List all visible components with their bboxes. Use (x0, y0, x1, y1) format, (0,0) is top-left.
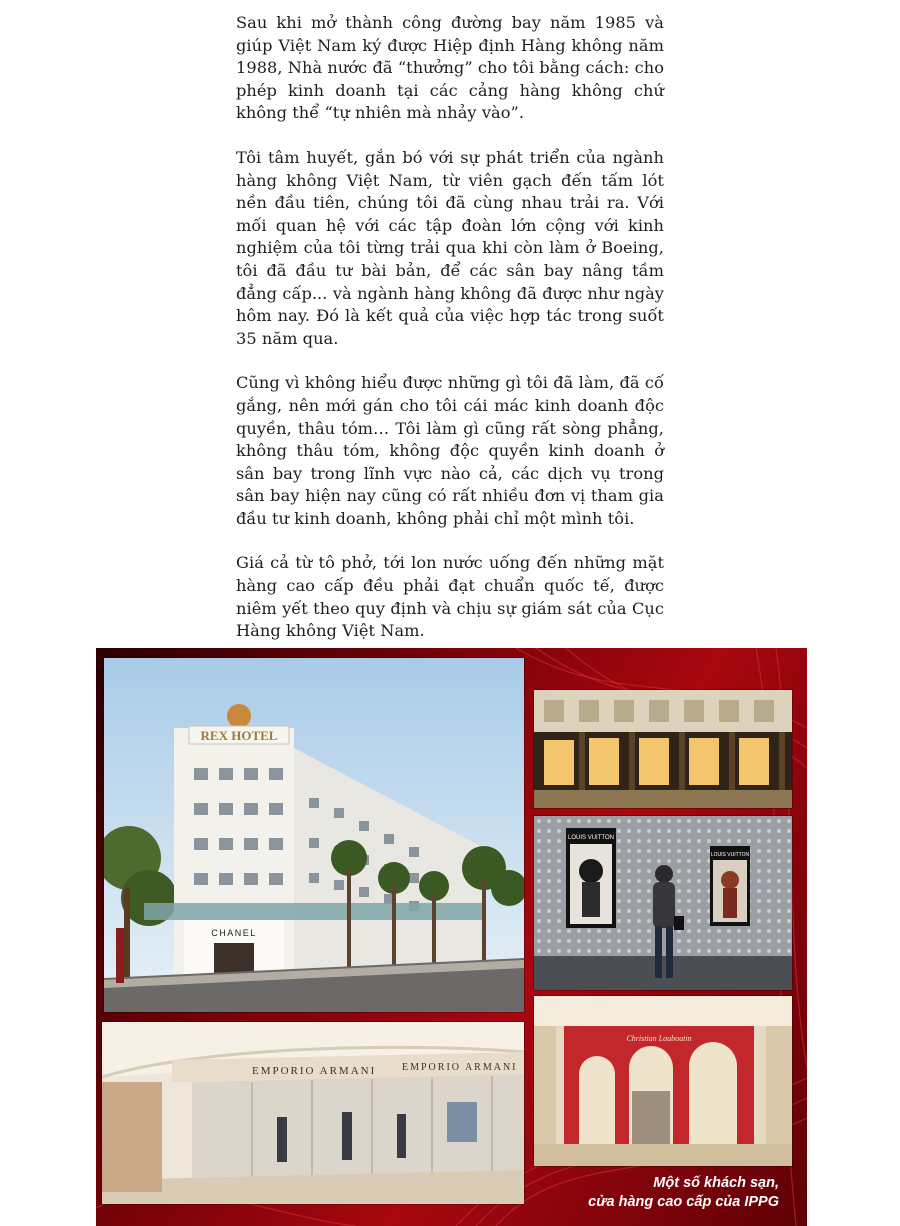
gallery-caption (588, 1174, 779, 1212)
louis-vuitton-photo (534, 816, 792, 990)
emporio-armani-sign-2: EMPORIO ARMANI (402, 1062, 518, 1073)
emporio-armani-photo (102, 1022, 524, 1204)
storefront-arcade-photo (534, 690, 792, 808)
louboutin-sign: Christian Louboutin (626, 1034, 692, 1043)
gallery-caption-line-2: cửa hàng cao cấp của IPPG (588, 1194, 779, 1210)
lv-sign-left: LOUIS VUITTON (568, 835, 614, 841)
rex-hotel-photo (104, 658, 524, 1012)
article-paragraph-3: Cũng vì không hiểu được những gì tôi đã làm, đã cố gắng, nên mới gán cho tôi cái mác kinh doanh độc quyền, thâu tóm… Tôi làm gì cũng rất sòng phẳng, không thâu tóm, không độc quyền kinh doanh ở sân bay trong lĩnh vực nào cả, các dịch vụ trong sân bay hiện nay cũng có rất nhiều đơn vị tham gia đầu tư kinh doanh, không phải chỉ một mình tôi. (236, 373, 664, 528)
rex-hotel-sign: REX HOTEL (200, 728, 278, 743)
gallery-caption-line-1: Một số khách sạn, (653, 1175, 779, 1191)
article-paragraph-1: Sau khi mở thành công đường bay năm 1985 và giúp Việt Nam ký được Hiệp định Hàng không năm 1988, Nhà nước đã “thưởng” cho tôi bằng cách: cho phép kinh doanh tại các cảng hàng không chứ không thể “tự nhiên mà nhảy vào”. (236, 13, 664, 123)
article-paragraph-4: Giá cả từ tô phở, tới lon nước uống đến những mặt hàng cao cấp đều phải đạt chuẩn quốc tế, được niêm yết theo quy định và chịu sự giám sát của Cục Hàng không Việt Nam. (236, 553, 664, 641)
chanel-sign: CHANEL (211, 928, 257, 938)
article-body (236, 12, 664, 665)
article-paragraph-2: Tôi tâm huyết, gắn bó với sự phát triển của ngành hàng không Việt Nam, từ viên gạch đến tấm lót nền đầu tiên, chúng tôi đã cùng nhau trải ra. Với mối quan hệ với các tập đoàn lớn cộng với kinh nghiệm của tôi từng trải qua khi còn làm ở Boeing, tôi đã đầu tư bài bản, để các sân bay nâng tầm đẳng cấp... và ngành hàng không đã được như ngày hôm nay. Đó là kết quả của việc hợp tác trong suốt 35 năm qua. (236, 147, 664, 348)
lv-sign-right: LOUIS VUITTON (710, 852, 750, 858)
christian-louboutin-photo (534, 996, 792, 1166)
emporio-armani-sign-1: EMPORIO ARMANI (252, 1065, 377, 1077)
photo-collage (96, 648, 807, 1226)
